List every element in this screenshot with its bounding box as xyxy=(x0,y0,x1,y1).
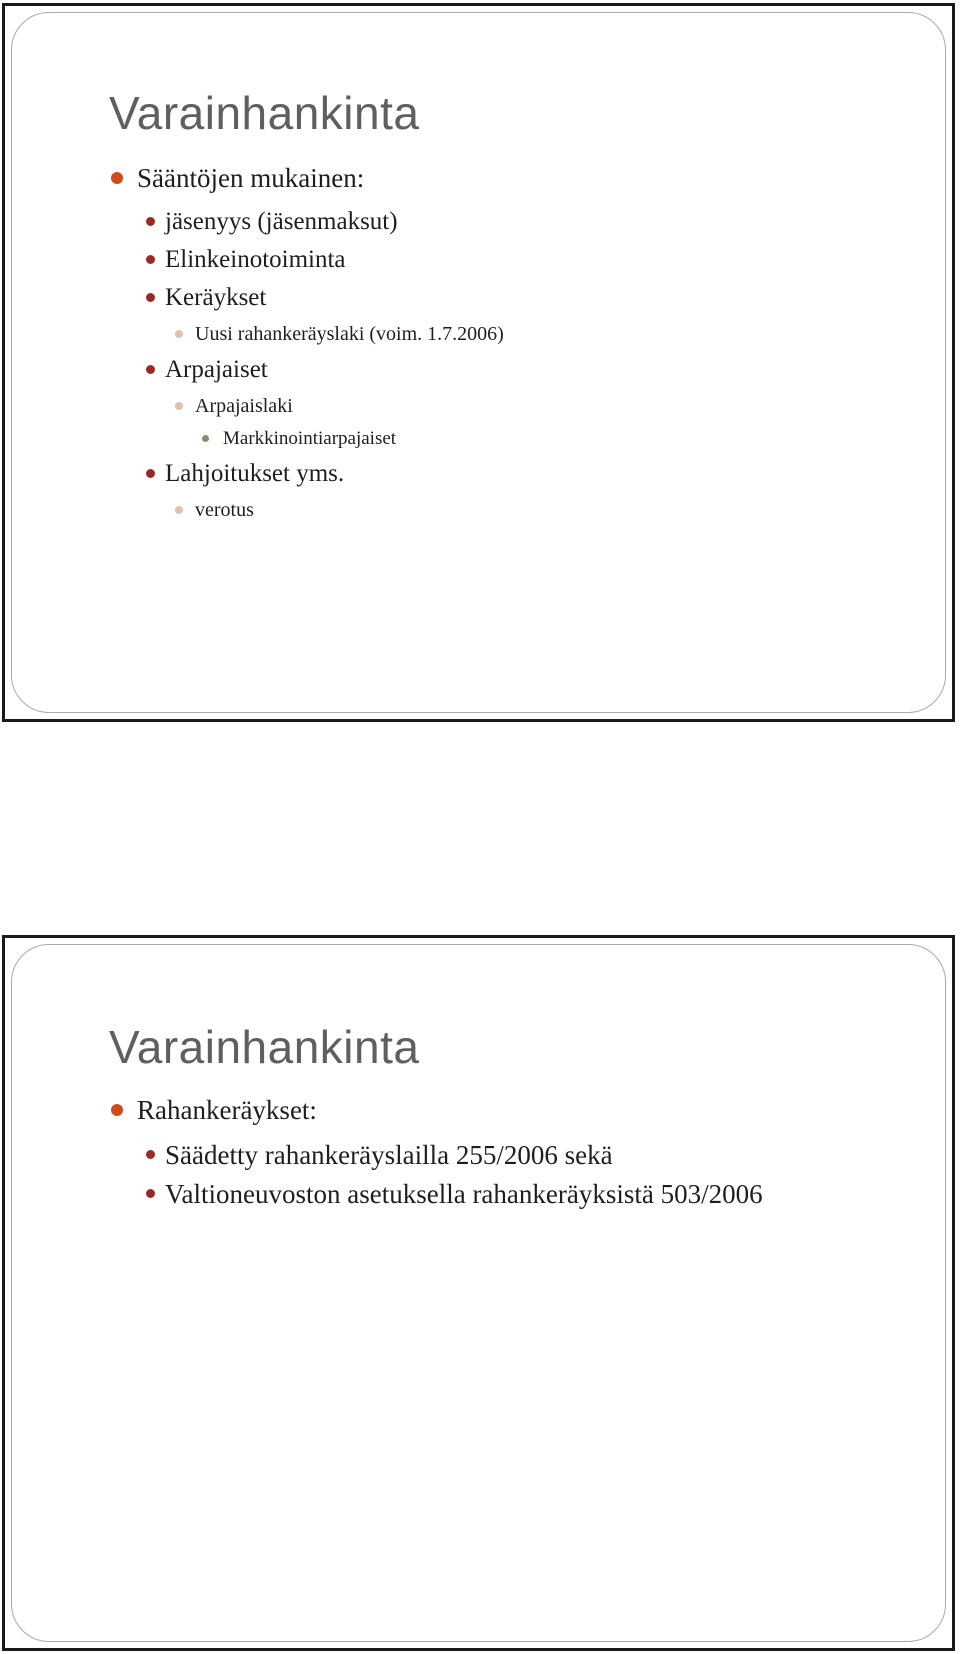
bullet-dot-icon xyxy=(146,365,155,374)
bullet-item xyxy=(5,355,952,393)
bullet-dot-icon xyxy=(146,1189,155,1198)
bullet-dot-icon xyxy=(146,293,155,302)
bullet-dot-icon xyxy=(146,469,155,478)
bullet-text: Säädetty rahankeräyslailla 255/2006 sekä xyxy=(165,1140,613,1170)
bullet-dot-icon xyxy=(146,217,155,226)
slide-2 xyxy=(2,935,955,1651)
bullet-list xyxy=(5,1093,952,1217)
bullet-item xyxy=(5,161,952,207)
bullet-item xyxy=(5,1093,952,1139)
bullet-item xyxy=(5,245,952,283)
bullet-text: jäsenyys (jäsenmaksut) xyxy=(165,208,398,235)
slide-title: Varainhankinta xyxy=(109,1021,420,1073)
bullet-text: Markkinointiarpajaiset xyxy=(223,428,397,449)
bullet-item xyxy=(5,427,952,459)
bullet-dot-icon xyxy=(175,506,183,514)
bullet-item xyxy=(5,497,952,531)
bullet-dot-icon xyxy=(146,255,155,264)
bullet-dot-icon xyxy=(146,1150,155,1159)
bullet-item xyxy=(5,393,952,427)
bullet-text: Lahjoitukset yms. xyxy=(165,460,345,487)
bullet-text: Uusi rahankeräyslaki (voim. 1.7.2006) xyxy=(195,323,504,345)
bullet-text: Arpajaiset xyxy=(165,356,268,383)
bullet-text: Elinkeinotoiminta xyxy=(165,246,346,273)
bullet-dot-icon xyxy=(111,1104,123,1116)
bullet-text: Arpajaislaki xyxy=(195,395,293,417)
bullet-dot-icon xyxy=(175,330,183,338)
bullet-item xyxy=(5,321,952,355)
bullet-item xyxy=(5,1139,952,1178)
bullet-item xyxy=(5,207,952,245)
bullet-text: Keräykset xyxy=(165,284,267,311)
bullet-dot-icon xyxy=(111,172,123,184)
bullet-dot-icon xyxy=(175,402,183,410)
bullet-list xyxy=(5,161,952,531)
bullet-text: Valtioneuvoston asetuksella rahankeräyksistä 503/2006 xyxy=(165,1179,763,1209)
bullet-item xyxy=(5,283,952,321)
bullet-text: Rahankeräykset: xyxy=(137,1095,317,1125)
bullet-item xyxy=(5,459,952,497)
bullet-text: verotus xyxy=(195,499,254,521)
slide-1 xyxy=(2,3,955,722)
bullet-dot-icon xyxy=(202,435,209,442)
bullet-item xyxy=(5,1178,952,1217)
slide-title: Varainhankinta xyxy=(109,87,420,139)
bullet-text: Sääntöjen mukainen: xyxy=(137,163,365,193)
